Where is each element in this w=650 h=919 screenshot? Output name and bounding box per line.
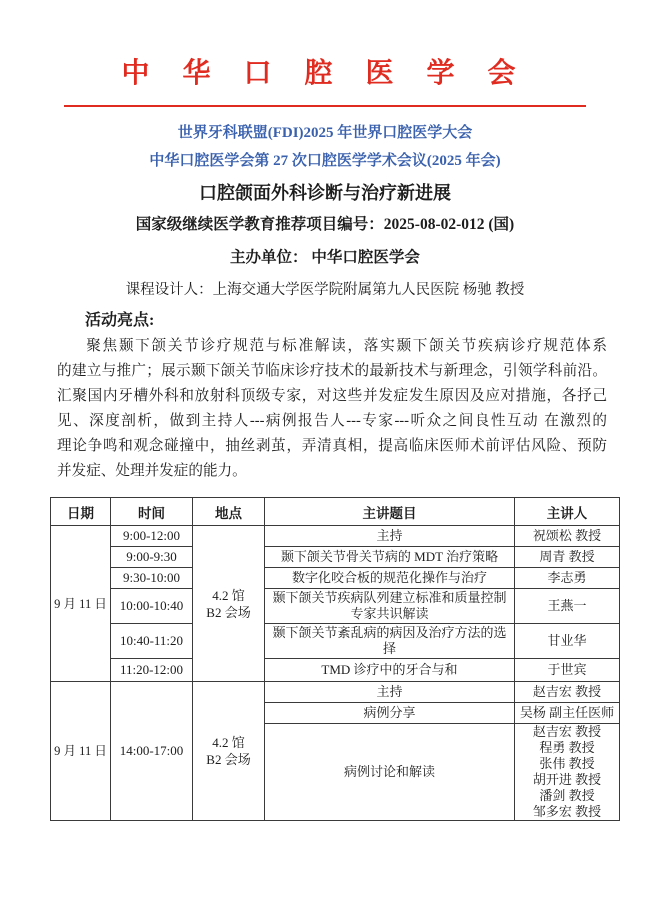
highlights-paragraph	[57, 334, 607, 484]
cell-topic: 颞下颌关节骨关节病的 MDT 治疗策略	[265, 547, 515, 568]
cell-speaker: 于世宾	[515, 659, 620, 682]
paragraph-line: 聚焦颞下颌关节诊疗规范与标准解读，落实颞下颌关节疾病诊疗规范体系	[86, 338, 607, 354]
cell-speaker: 甘业华	[515, 624, 620, 659]
paragraph-line: 的建立与推广；展示颞下颌关节临床诊疗技术的最新技术与新理念，引领学科前沿。	[57, 363, 607, 379]
table-row	[51, 682, 620, 703]
speaker-line: 潘剑 教授	[539, 788, 595, 803]
table-row	[51, 526, 620, 547]
speaker-line: 程勇 教授	[539, 740, 595, 755]
organization-title: 中 华 口 腔 医 学 会	[121, 58, 529, 89]
cell-speaker: 周青 教授	[515, 547, 620, 568]
cell-time: 9:00-9:30	[111, 547, 193, 568]
cell-topic: TMD 诊疗中的牙合与和	[265, 659, 515, 682]
table-row	[51, 547, 620, 568]
venue-line: B2 会场	[206, 604, 251, 620]
course-title: 口腔颌面外科诊断与治疗新进展	[199, 183, 451, 203]
cell-topic: 病例讨论和解读	[265, 724, 515, 821]
cell-topic: 病例分享	[265, 703, 515, 724]
col-header-speaker: 主讲人	[515, 498, 620, 526]
speaker-line: 赵吉宏 教授	[532, 724, 602, 739]
venue-line: 4.2 馆	[212, 735, 245, 750]
cell-speaker: 王燕一	[515, 589, 620, 624]
cell-time: 10:40-11:20	[111, 624, 193, 659]
schedule-table	[50, 497, 620, 821]
cell-speaker: 李志勇	[515, 568, 620, 589]
cell-venue	[193, 682, 265, 821]
paragraph-line: 并发症、处理并发症的能力。	[57, 463, 247, 479]
venue-line: 4.2 馆	[212, 587, 245, 603]
cell-date: 9 月 11 日	[51, 682, 111, 821]
subtitle-world-congress: 世界牙科联盟(FDI)2025 年世界口腔医学大会	[177, 125, 473, 141]
col-header-topic: 主讲题目	[265, 498, 515, 526]
cell-date: 9 月 11 日	[51, 526, 111, 682]
table-row	[51, 568, 620, 589]
cell-topic: 主持	[265, 526, 515, 547]
col-header-date: 日期	[51, 498, 111, 526]
cell-speaker: 赵吉宏 教授	[515, 682, 620, 703]
cell-time: 9:00-12:00	[111, 526, 193, 547]
cell-topic: 颞下颌关节紊乱病的病因及治疗方法的选择	[265, 624, 515, 659]
cell-speaker-list	[515, 724, 620, 821]
table-row	[51, 624, 620, 659]
table-row	[51, 589, 620, 624]
paragraph-line: 汇聚国内牙槽外科和放射科顶级专家，对这些并发症发生原因及应对措施，各抒己	[57, 388, 607, 404]
cell-speaker: 吴杨 副主任医师	[515, 703, 620, 724]
paragraph-line: 见、深度剖析，做到主持人---病例报告人---专家---听众之间良性互动 在激烈的	[57, 413, 607, 429]
table-row	[51, 659, 620, 682]
cell-time: 11:20-12:00	[111, 659, 193, 682]
cell-speaker: 祝颂松 教授	[515, 526, 620, 547]
red-divider-rule	[64, 105, 586, 107]
cell-time: 9:30-10:00	[111, 568, 193, 589]
col-header-time: 时间	[111, 498, 193, 526]
cell-time: 14:00-17:00	[111, 682, 193, 821]
organizer-line: 主办单位： 中华口腔医学会	[230, 249, 420, 266]
speaker-line: 张伟 教授	[539, 756, 595, 771]
venue-line: B2 会场	[206, 752, 251, 767]
project-code-line: 国家级继续医学教育推荐项目编号：2025-08-02-012 (国)	[135, 216, 515, 233]
speaker-line: 邹多宏 教授	[532, 804, 602, 819]
cell-topic: 主持	[265, 682, 515, 703]
subtitle-annual-meeting: 中华口腔医学会第 27 次口腔医学学术会议(2025 年会)	[149, 153, 501, 169]
course-designer-line: 课程设计人：上海交通大学医学院附属第九人民医院 杨驰 教授	[125, 282, 525, 298]
cell-venue	[193, 526, 265, 682]
table-header-row	[51, 498, 620, 526]
cell-topic: 颞下颌关节疾病队列建立标准和质量控制专家共识解读	[265, 589, 515, 624]
col-header-venue: 地点	[193, 498, 265, 526]
speaker-line: 胡开进 教授	[532, 772, 602, 787]
paragraph-line: 理论争鸣和观念碰撞中，抽丝剥茧，弄清真相，提高临床医师术前评估风险、预防	[57, 438, 607, 454]
highlights-label: 活动亮点:	[85, 312, 155, 329]
cell-topic: 数字化咬合板的规范化操作与治疗	[265, 568, 515, 589]
cell-time: 10:00-10:40	[111, 589, 193, 624]
